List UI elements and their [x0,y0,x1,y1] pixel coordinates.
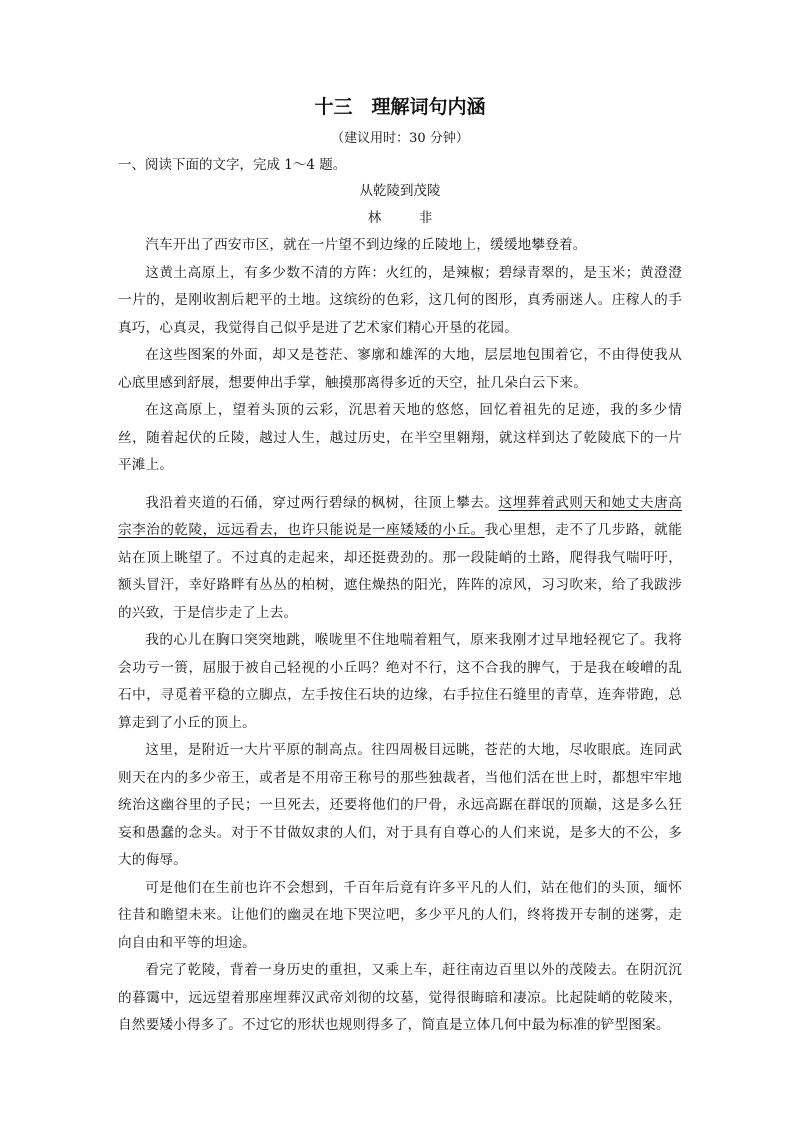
paragraph-4: 在这高原上，望着头顶的云彩，沉思着天地的悠悠，回忆着祖先的足迹，我的多少情丝，随着起伏的丘陵，越过人生，越过历史，在半空里翱翔，就这样到达了乾陵底下的一片平滩上。 [118,402,682,473]
paragraph-9: 看完了乾陵，背着一身历史的重担，又乘上车，赶往南边百里以外的茂陵去。在阴沉沉的暮霭中，远远望着那座埋葬汉武帝刘彻的坟墓，觉得很晦暗和凄凉。比起陡峭的乾陵来，自然要矮小得多了。不过它的形状也规则得多了，简直是立体几何中最为标准的铲型图案。 [118,962,682,1033]
paragraph-5-rest: 我心里想，走不了几步路，就能站在顶上眺望了。不过真的走起来，却还挺费劲的。那一段陡峭的土路，爬得我气喘吁吁，额头冒汗，幸好路畔有丛丛的柏树，遮住燥热的阳光，阵阵的凉风，习习吹来，给了我跋涉的兴致，于是信步走了上去。 [118,522,682,621]
paragraph-6: 我的心儿在胸口突突地跳，喉咙里不住地喘着粗气，原来我刚才过早地轻视它了。我将会功亏一篑，屈服于被自己轻视的小丘吗？绝对不行，这不合我的脾气，于是我在峻嶒的乱石中，寻觅着平稳的立脚点，左手按住石块的边缘，右手拉住石缝里的青草，连奔带跑，总算走到了小丘的顶上。 [118,632,682,731]
paragraph-7: 这里，是附近一大片平原的制高点。往四周极目远眺，苍茫的大地，尽收眼底。连同武则天在内的多少帝王，或者是不用帝王称号的那些独裁者，当他们活在世上时，都想牢牢地统治这幽谷里的子民；一旦死去，还要将他们的尸骨，永远高踞在群氓的顶巅，这是多么狂妄和愚蠢的念头。对于不甘做奴隶的人们，对于具有自尊心的人们来说，是多大的不公，多大的侮辱。 [118,742,682,868]
paragraph-1: 汽车开出了西安市区，就在一片望不到边缘的丘陵地上，缓缓地攀登着。 [145,237,587,253]
time-suggestion: （建议用时：30 分钟） [331,131,469,146]
paragraph-3: 在这些图案的外面，却又是苍茫、寥廓和雄浑的大地，层层地包围着它，不由得使我从心底里感到舒展，想要伸出手掌，触摸那离得多近的天空，扯几朵白云下来。 [118,347,682,391]
paragraph-2: 这黄土高原上，有多少数不清的方阵：火红的，是辣椒；碧绿青翠的，是玉米；黄澄澄一片的，是刚收割后耙平的土地。这缤纷的色彩，这几何的图形，真秀丽迷人。庄稼人的手真巧，心真灵，我觉得自己似乎是进了艺术家们精心开垦的花园。 [118,264,682,336]
underlined-sentence: 这埋葬着武则天和她丈夫唐高宗李治的乾陵，远远看去，也许只能说是一座矮矮的小丘。 [118,494,682,538]
page-title: 十三 理解词句内涵 [314,96,486,118]
article-author: 林 非 [367,210,445,226]
question-intro: 一、阅读下面的文字，完成 1～4 题。 [118,157,347,173]
paragraph-5 [118,490,682,628]
paragraph-5-lead: 我沿着夹道的石俑，穿过两行碧绿的枫树，往顶上攀去。 [145,494,499,511]
document-content [118,92,682,1040]
paragraph-8: 可是他们在生前也许不会想到，千百年后竟有许多平凡的人们，站在他们的头顶，缅怀往昔和瞻望未来。让他们的幽灵在地下哭泣吧，多少平凡的人们，终将拨开专制的迷雾，走向自由和平等的坦途。 [118,879,682,951]
article-title: 从乾陵到茂陵 [359,183,441,199]
